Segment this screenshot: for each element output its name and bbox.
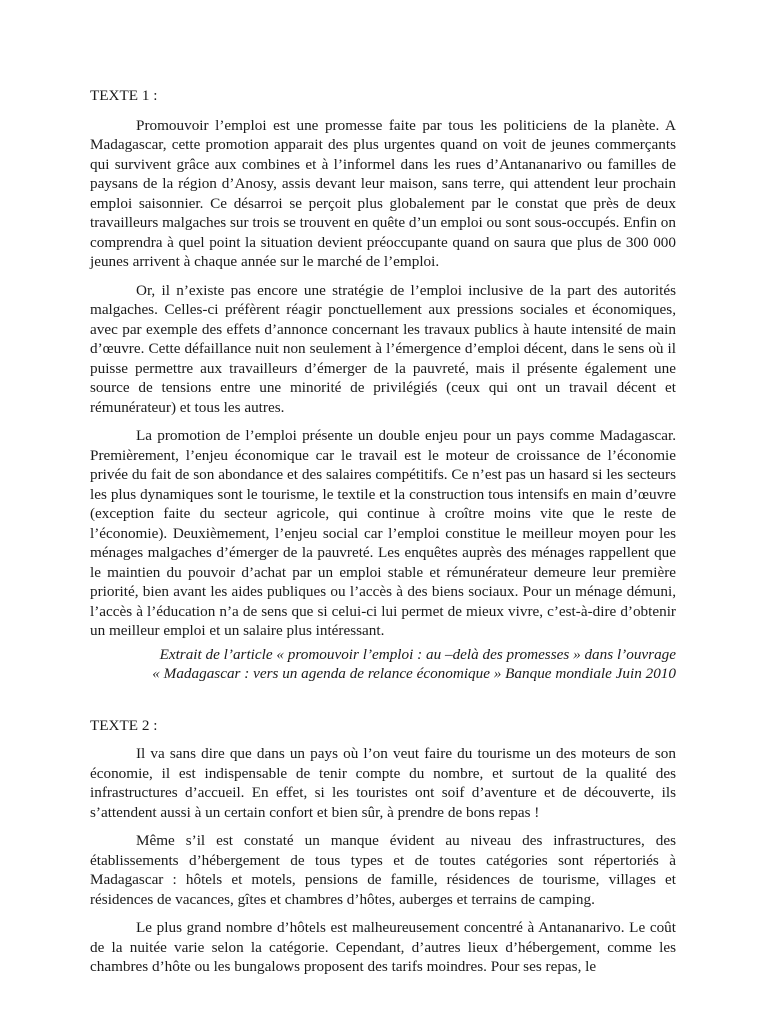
texte-1-paragraph-1: Promouvoir l’emploi est une promesse faite par tous les politiciens de la planète. A Madagascar, cette promotion apparait des plus urgentes quand on voit de jeunes commerçants qui survivent grâce aux combines et à l’informel dans les rues d’Antananarivo ou familles de paysans de la région d’Anosy, assis devant leur maison, sans terre, qui attendent leur prochain emploi saisonnier. Ce désarroi se perçoit plus globalement par le constat que près de deux travailleurs malgaches sur trois se trouvent en quête d’un emploi ou sont sous-occupés. Enfin on comprendra à quel point la situation devient préoccupante quand on saura que plus de 300 000 jeunes arrivent à chaque année sur le marché de l’emploi. [90, 116, 676, 270]
texte-2-paragraph-3: Le plus grand nombre d’hôtels est malheureusement concentré à Antananarivo. Le coût de la nuitée varie selon la catégorie. Cependant, d’autres lieux d’hébergement, comme les chambres d’hôte ou les bungalows proposent des tarifs moindres. Pour ses repas, le [90, 919, 676, 975]
texte-1-source-line-1: Extrait de l’article « promouvoir l’emploi : au –delà des promesses » dans l’ouvrage [159, 645, 676, 663]
texte-1-heading: TEXTE 1 : [90, 87, 158, 104]
document-body [90, 86, 676, 977]
texte-1-source-line-2: « Madagascar : vers un agenda de relance économique » Banque mondiale Juin 2010 [152, 665, 676, 682]
texte-1-paragraph-3: La promotion de l’emploi présente un double enjeu pour un pays comme Madagascar. Premièrement, l’enjeu économique car le travail est le moteur de croissance de l’économie privée du fait de son abondance et des salaires compétitifs. Ce n’est pas un hasard si les secteurs les plus dynamiques sont le tourisme, le textile et la construction tous intensifs en main d’œuvre (exception faite du secteur agricole, qui continue à croître moins vite que le reste de l’économie). Deuxièmement, l’enjeu social car l’emploi constitue le meilleur moyen pour les ménages malgaches d’émerger de la pauvreté. Les enquêtes auprès des ménages rappellent que le maintien du pouvoir d’achat par un emploi stable et rémunérateur demeure leur première priorité, bien avant les aides publiques ou l’accès à des biens sociaux. Pour un ménage démuni, l’accès à l’éducation n’a de sens que si celui-ci lui permet de mieux vivre, c’est-à-dire d’obtenir un meilleur emploi et un salaire plus intéressant. [90, 427, 676, 639]
texte-2-heading: TEXTE 2 : [90, 716, 158, 734]
texte-2-paragraph-1: Il va sans dire que dans un pays où l’on veut faire du tourisme un des moteurs de son économie, il est indispensable de tenir compte du nombre, et surtout de la qualité des infrastructures d’accueil. En effet, si les touristes ont soif d’aventure et de découverte, ils s’attendent aussi à un certain confort et bien sûr, à prendre de bons repas ! [90, 745, 676, 821]
texte-1-paragraph-2: Or, il n’existe pas encore une stratégie de l’emploi inclusive de la part des autorités malgaches. Celles-ci préfèrent réagir ponctuellement aux pressions sociales et économiques, avec par exemple des effets d’annonce concernant les travaux publics à haute intensité de main d’œuvre. Cette défaillance nuit non seulement à l’émergence d’emploi décent, dans le sens où il puisse permettre aux travailleurs d’émerger de la pauvreté, mais il présente également une source de tensions entre une minorité de privilégiés (ceux qui ont un travail décent et rémunérateur) et tous les autres. [90, 281, 676, 416]
texte-2-paragraph-2: Même s’il est constaté un manque évident au niveau des infrastructures, des établissements d’hébergement de tous types et de toutes catégories sont répertoriés à Madagascar : hôtels et motels, pensions de famille, résidences de tourisme, villages et résidences de vacances, gîtes et chambres d’hôtes, auberges et terrains de camping. [90, 832, 676, 908]
texte-2-section [90, 716, 676, 977]
texte-1-section [90, 86, 676, 684]
